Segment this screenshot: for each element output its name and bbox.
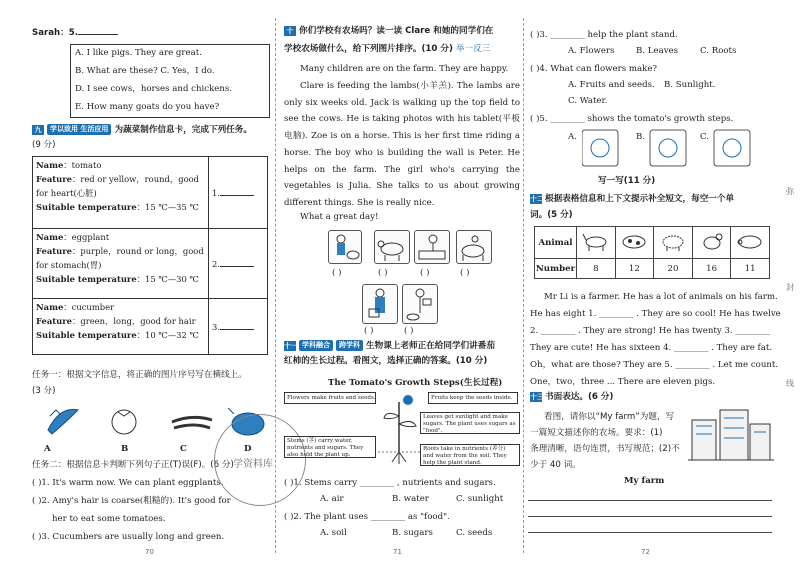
box-flowers: Flowers make fruits and seeds. (284, 392, 376, 404)
section-12-heading: 十二根据表格信息和上下文提示补全短文，每空一个单 (530, 194, 735, 204)
count-cow: 12 (615, 259, 654, 279)
mc-5-option-c: C. (700, 132, 710, 142)
animal-table (534, 226, 770, 279)
cucumber-picture (48, 409, 78, 434)
picture-girl-riding-horse (456, 230, 492, 264)
horse-icon (577, 227, 616, 259)
mc-4-question: ( )4. What can flowers make? (530, 64, 658, 74)
answer-slot-6[interactable]: ( ) (404, 326, 414, 336)
answer-slot-1[interactable]: ( ) (332, 268, 342, 278)
option-b-cycle (650, 130, 686, 166)
section-11-heading: 十一 学科融合 跨学科 生物课上老师正在给同学们讲番茄 (284, 341, 495, 351)
count-pig: 11 (731, 259, 770, 279)
option-e: E. How many goats do you have? (75, 102, 220, 112)
animal-row-header: Animal (535, 227, 577, 259)
mc-3-option-c: C. Roots (700, 46, 737, 56)
tf-1: ( )1. It's warm now. We can plant eggplants. (32, 478, 224, 488)
box-fruits: Fruits keep the seeds inside. (428, 392, 518, 404)
chicken-icon (692, 227, 731, 259)
answer-slot-4[interactable]: ( ) (460, 268, 470, 278)
writing-prompt-3: 条理清晰，语句连贯，书写规范；(2)不 (530, 444, 680, 454)
passage-line-5: Oh，what are those? They are 5. ________ . Let me count. (530, 360, 779, 370)
mc-4-option-b: B. Sunlight. (664, 80, 716, 90)
passage-para-1: Many children are on the farm. They are happy. (300, 64, 509, 74)
passage-line-2: He has eight 1. ________ . They are so cool! He has twelve (530, 309, 781, 319)
writing-line-2[interactable] (528, 516, 772, 517)
tomato-plant-drawing (378, 392, 420, 468)
section-13-heading: 十三书面表达。(6 分) (530, 392, 614, 402)
mc-3-question: ( )3. ________ help the plant stand. (530, 30, 678, 40)
box-leaves: Leaves get sunlight and make sugars. The plant uses sugars as "food". (420, 412, 520, 434)
page-number-70: 70 (145, 548, 154, 556)
mc-2-option-a: A. soil (320, 528, 347, 538)
writing-line-3[interactable] (528, 532, 772, 533)
mc-4-option-c: C. Water. (568, 96, 608, 106)
sheep-icon (654, 227, 693, 259)
writing-prompt-2: 一篇短文描述你的农场。要求：(1) (530, 428, 663, 438)
task-1-score: (3 分) (32, 386, 56, 396)
box-roots: Roots take in nutrients (养分) and water from the soil. They help the plant stand. (420, 444, 520, 466)
label-d: D (244, 444, 252, 454)
writing-line-1[interactable] (528, 500, 772, 501)
page-71 (280, 0, 520, 566)
mc-3-option-a: A. Flowers (568, 46, 615, 56)
picture-boy-building-wall (414, 230, 450, 264)
cow-icon (615, 227, 654, 259)
section-10-heading: 十 你们学校有农场吗？读一读 Clare 和她的同学们在 (284, 26, 493, 37)
tf-3: ( )3. Cucumbers are usually long and green. (32, 532, 225, 542)
growth-step-options (582, 128, 782, 170)
beans-picture (172, 417, 212, 428)
label-a: A (44, 444, 51, 454)
section-10-heading-2: 学校农场做什么，给下列图片排序。(10 分) 举一反三 (284, 44, 491, 54)
mc-2-option-c: C. seeds (456, 528, 493, 538)
pig-icon (731, 227, 770, 259)
option-a: A. I like pigs. They are great. (75, 48, 202, 58)
mc-2-question: ( )2. The plant uses ________ as "food". (284, 512, 450, 522)
task-2: 任务二：根据信息卡判断下列句子正(T)误(F)。(6 分) (32, 460, 234, 470)
mc-5-option-a: A. (568, 132, 577, 142)
label-b: B (121, 444, 129, 454)
stamp-watermark: 学资料库 (214, 414, 306, 506)
binding-mark-1: 弥 (786, 187, 794, 196)
writing-prompt-4: 少于 40 词。 (530, 460, 581, 470)
option-b-c: B. What are these? C. Yes，I do. (75, 66, 215, 76)
number-row-header: Number (535, 259, 577, 279)
answer-slot-5[interactable]: ( ) (364, 326, 374, 336)
mc-1-option-b: B. water (392, 494, 429, 504)
mc-1-option-a: A. air (320, 494, 344, 504)
passage-para-3: What a great day! (300, 212, 379, 222)
section-11-heading-2: 红柿的生长过程。看图文，选择正确的答案。(10 分) (284, 356, 488, 366)
label-c: C (180, 444, 187, 454)
sarah-line: Sarah：5. (32, 26, 118, 39)
option-d: D. I see cows，horses and chickens. (75, 84, 233, 94)
picture-boy-taking-photo (402, 284, 438, 324)
picture-girl-carrying-vegetables (362, 284, 398, 324)
task-1: 任务一：根据文字信息，将正确的图片序号写在横线上。 (32, 370, 247, 380)
answer-slot-3[interactable]: ( ) (420, 268, 430, 278)
options-box (70, 44, 270, 118)
growth-diagram (284, 392, 520, 468)
tomato-picture (112, 410, 136, 434)
passage-line-6: One，two，three ... There are eleven pigs. (530, 377, 716, 387)
option-a-cycle (582, 130, 618, 166)
box-stems: Stems (茎) carry water, nutrients and sugars. They also hold the plant up. (284, 436, 376, 458)
count-chicken: 16 (692, 259, 731, 279)
tf-2: ( )2. Amy's hair is coarse(粗糙的). It's good for (32, 496, 231, 506)
section-12-heading-2: 词。(5 分) (530, 210, 573, 220)
tf-2-cont: her to eat some tomatoes. (52, 514, 166, 524)
picture-cows (374, 230, 410, 264)
diagram-title: The Tomato's Growth Steps(生长过程) (328, 378, 503, 388)
farm-illustration (688, 400, 774, 472)
mc-1-question: ( )1. Stems carry ________ , nutrients and sugars. (284, 478, 496, 488)
binding-mark-2: 封 (786, 283, 794, 292)
option-c-cycle (714, 130, 750, 166)
answer-slot-2[interactable]: ( ) (378, 268, 388, 278)
section-9-heading: 九 学以致用 生活应用 为蔬菜制作信息卡，完成下列任务。 (32, 124, 252, 136)
page-number-72: 72 (641, 548, 650, 556)
binding-mark-3: 线 (786, 379, 794, 388)
writing-title: My farm (624, 476, 665, 486)
section-9-score: (9 分) (32, 140, 56, 150)
count-sheep: 20 (654, 259, 693, 279)
passage-line-4: They are cute! He has sixteen 4. ________ . They are fat. (530, 343, 773, 353)
count-horse: 8 (577, 259, 616, 279)
page-number-71: 71 (393, 548, 402, 556)
mc-1-option-c: C. sunlight (456, 494, 504, 504)
passage-line-3: 2. ________ . They are strong! He has twenty 3. ________ (530, 326, 770, 336)
mc-5-question: ( )5. ________ shows the tomato's growth steps. (530, 114, 734, 124)
mc-3-option-b: B. Leaves (636, 46, 679, 56)
divider-right (523, 18, 524, 553)
page-72 (528, 0, 780, 566)
mc-5-option-b: B. (636, 132, 646, 142)
writing-prompt-1: 看图，请你以“My farm”为题，写 (544, 412, 675, 422)
mc-4-option-a: A. Fruits and seeds. (568, 80, 655, 90)
writing-section-heading: 写一写(11 分) (598, 176, 656, 186)
mc-2-option-b: B. sugars (392, 528, 433, 538)
passage-line-1: Mr Li is a farmer. He has a lot of animals on his farm. (544, 292, 778, 302)
passage-para-2: Clare is feeding the lambs(小羊羔). The lambs are only six weeks old. Jack is walking up the top field to see the cows. He is taking photos with his tablet(平板电脑). Zoe is on a horse. This is her first time riding a horse. The boy who is building the wall is Peter. He helps on the farm. The girl who's carrying the vegetables is Julia. She talks to us about growing different things. She is really nice. (284, 81, 520, 208)
picture-girl-feeding-lambs (328, 230, 362, 264)
info-cards-table: Name：tomato Feature：red or yellow，round，good for heart(心脏) Suitable temperature：15 ℃—35 ℃ 1. Name：eggplant Feature：purple，round or long，good for stomach(胃) Suitable temperature：15 ℃—30 ℃ 2. Name：cucumber Feature：green，long，good for hair Suitable temperature：10 ℃—32 ℃ 3. (32, 156, 268, 355)
